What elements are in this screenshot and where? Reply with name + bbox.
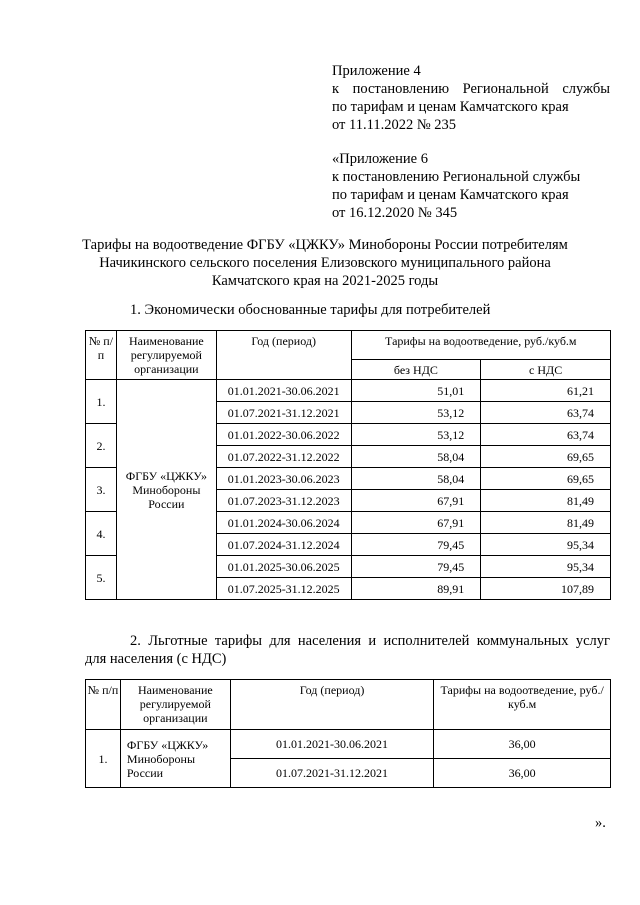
period-cell: 01.07.2025-31.12.2025 [216,578,351,600]
tariff-with-vat: 61,21 [481,380,611,402]
section1-heading: 1. Экономически обоснованные тарифы для потребителей [130,302,491,318]
tariff-no-vat: 58,04 [351,446,481,468]
group-number: 1. [86,730,121,788]
group-number: 1. [86,380,117,424]
tariff-no-vat: 67,91 [351,512,481,534]
appendix-line: по тарифам и ценам Камчатского края [332,187,569,203]
header-period: Год (период) [216,331,351,380]
tariff-with-vat: 69,65 [481,446,611,468]
tariff-with-vat: 63,74 [481,424,611,446]
title-line: Начикинского сельского поселения Елизовского муниципального района [99,255,551,271]
tariff-no-vat: 51,01 [351,380,481,402]
period-cell: 01.07.2023-31.12.2023 [216,490,351,512]
period-cell: 01.01.2021-30.06.2021 [230,730,434,759]
header-period: Год (период) [230,680,434,730]
appendix-header [332,62,610,134]
appendix-line: от 11.11.2022 № 235 [332,117,457,133]
appendix-line: к постановлению Региональной службы [332,81,610,97]
header-num: № п/п [86,331,117,380]
tariff-no-vat: 53,12 [351,402,481,424]
tariff-value: 36,00 [434,759,611,788]
header-organization: Наименование регулируемой организации [116,331,216,380]
period-cell: 01.01.2025-30.06.2025 [216,556,351,578]
group-number: 5. [86,556,117,600]
tariff-no-vat: 79,45 [351,534,481,556]
period-cell: 01.01.2021-30.06.2021 [216,380,351,402]
period-cell: 01.07.2021-31.12.2021 [216,402,351,424]
section2-heading-line: 2. Льготные тарифы для населения и исполнителей коммунальных услуг [130,633,610,649]
tariff-no-vat: 58,04 [351,468,481,490]
tariff-with-vat: 81,49 [481,512,611,534]
appendix-line: по тарифам и ценам Камчатского края [332,99,569,115]
organization-name: ФГБУ «ЦЖКУ» Минобороны России [120,730,230,788]
period-cell: 01.01.2022-30.06.2022 [216,424,351,446]
tariff-with-vat: 95,34 [481,534,611,556]
group-number: 3. [86,468,117,512]
tariff-with-vat: 81,49 [481,490,611,512]
appendix-line: Приложение 4 [332,63,421,79]
period-cell: 01.07.2022-31.12.2022 [216,446,351,468]
section2-heading-line: для населения (с НДС) [85,651,227,667]
appendix-line: к постановлению Региональной службы [332,169,581,185]
tariff-table-economic [85,330,611,600]
document-title [60,236,590,290]
organization-name: ФГБУ «ЦЖКУ» Минобороны России [116,380,216,600]
header-with-vat: с НДС [481,360,611,380]
section2-heading [85,632,610,668]
group-number: 2. [86,424,117,468]
title-line: Камчатского края на 2021-2025 годы [211,273,439,289]
original-appendix-header [332,150,610,222]
header-num: № п/п [86,680,121,730]
tariff-table-preferential [85,679,611,788]
tariff-with-vat: 69,65 [481,468,611,490]
tariff-no-vat: 53,12 [351,424,481,446]
tariff-with-vat: 107,89 [481,578,611,600]
title-line: Тарифы на водоотведение ФГБУ «ЦЖКУ» Минобороны России потребителям [82,237,568,253]
group-number: 4. [86,512,117,556]
appendix-line: «Приложение 6 [332,151,428,167]
period-cell: 01.07.2024-31.12.2024 [216,534,351,556]
tariff-no-vat: 79,45 [351,556,481,578]
appendix-line: от 16.12.2020 № 345 [332,205,458,221]
period-cell: 01.01.2023-30.06.2023 [216,468,351,490]
tariff-value: 36,00 [434,730,611,759]
tariff-no-vat: 67,91 [351,490,481,512]
tariff-no-vat: 89,91 [351,578,481,600]
closing-quote: ». [595,815,606,831]
period-cell: 01.07.2021-31.12.2021 [230,759,434,788]
header-tariffs: Тарифы на водоотведение, руб./куб.м [351,331,610,360]
header-no-vat: без НДС [351,360,481,380]
tariff-with-vat: 95,34 [481,556,611,578]
period-cell: 01.01.2024-30.06.2024 [216,512,351,534]
tariff-with-vat: 63,74 [481,402,611,424]
header-organization: Наименование регулируемой организации [120,680,230,730]
header-tariff: Тарифы на водоотведение, руб./куб.м [434,680,611,730]
